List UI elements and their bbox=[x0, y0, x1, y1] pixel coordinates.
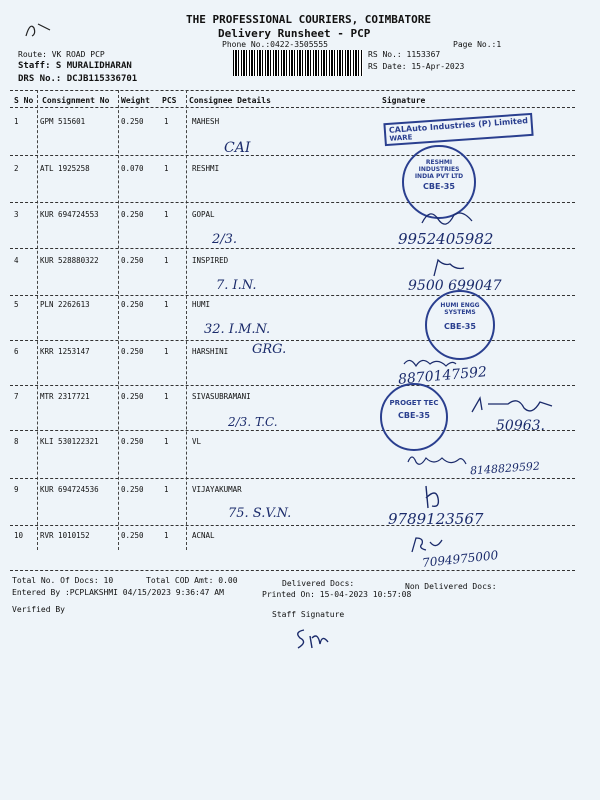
row-consignment: KUR 528880322 bbox=[40, 256, 99, 265]
row-weight: 0.250 bbox=[121, 531, 144, 540]
row-weight: 0.070 bbox=[121, 164, 144, 173]
non-delivered-docs: Non Delivered Docs: bbox=[405, 582, 497, 591]
handwritten-phone: 8870147592 bbox=[397, 364, 488, 388]
row-pcs: 1 bbox=[164, 437, 169, 446]
col-consignee: Consignee Details bbox=[189, 96, 271, 105]
row-sno: 3 bbox=[14, 210, 19, 219]
printed-on: Printed On: 15-04-2023 10:57:08 bbox=[262, 590, 412, 599]
row-weight: 0.250 bbox=[121, 392, 144, 401]
col-pcs: PCS bbox=[162, 96, 177, 105]
handwritten-phone: 50963. bbox=[496, 418, 545, 434]
row-sno: 7 bbox=[14, 392, 19, 401]
row-consignment: KUR 694724536 bbox=[40, 485, 99, 494]
row-consignee: GOPAL bbox=[192, 210, 215, 219]
row-pcs: 1 bbox=[164, 256, 169, 265]
col-signature: Signature bbox=[382, 96, 426, 105]
row-sno: 9 bbox=[14, 485, 19, 494]
row-pcs: 1 bbox=[164, 210, 169, 219]
column-separator bbox=[118, 90, 119, 550]
corner-mark-icon bbox=[22, 18, 52, 40]
handwritten-address: 75. S.V.N. bbox=[228, 506, 292, 521]
col-sno: S No bbox=[14, 96, 34, 105]
divider bbox=[10, 155, 575, 156]
divider bbox=[10, 202, 575, 203]
divider bbox=[10, 525, 575, 526]
signature-scribble bbox=[430, 256, 470, 280]
barcode bbox=[233, 50, 363, 76]
stamp-text: HUMI ENGG SYSTEMS bbox=[440, 302, 480, 316]
stamp-text: CALAuto Industries (P) Limited bbox=[388, 116, 529, 135]
row-sno: 1 bbox=[14, 117, 19, 126]
phone-number: Phone No.:0422-3505555 bbox=[222, 40, 328, 49]
row-pcs: 1 bbox=[164, 117, 169, 126]
row-weight: 0.250 bbox=[121, 347, 144, 356]
row-consignee: VL bbox=[192, 437, 202, 446]
delivered-docs: Delivered Docs: bbox=[282, 579, 355, 588]
stamp-text: CBE-35 bbox=[423, 182, 455, 191]
handwritten-phone: 7094975000 bbox=[421, 548, 499, 570]
handwritten-address: 32. I.M.N. bbox=[204, 322, 271, 337]
row-consignment: MTR 2317721 bbox=[40, 392, 90, 401]
row-consignment: ATL 1925258 bbox=[40, 164, 90, 173]
stamp-text: CBE-35 bbox=[444, 322, 476, 331]
divider bbox=[10, 248, 575, 249]
divider bbox=[10, 107, 575, 108]
row-consignment: RVR 1010152 bbox=[40, 531, 90, 540]
row-sno: 10 bbox=[14, 531, 24, 540]
page-number: Page No.:1 bbox=[453, 40, 502, 49]
row-weight: 0.250 bbox=[121, 256, 144, 265]
handwritten-phone: 9500 699047 bbox=[408, 278, 502, 294]
row-weight: 0.250 bbox=[121, 117, 144, 126]
row-weight: 0.250 bbox=[121, 300, 144, 309]
divider bbox=[10, 295, 575, 296]
stamp-text: CBE-35 bbox=[398, 411, 430, 420]
row-consignee: HARSHINI bbox=[192, 347, 229, 356]
signature-scribble bbox=[408, 534, 448, 556]
company-name: THE PROFESSIONAL COURIERS, COIMBATORE bbox=[186, 13, 432, 26]
row-consignee: INSPIRED bbox=[192, 256, 229, 265]
signature-scribble bbox=[404, 448, 470, 472]
runsheet-title: Delivery Runsheet - PCP bbox=[218, 27, 371, 40]
row-consignee: ACNAL bbox=[192, 531, 215, 540]
stamp-text: RESHMI INDUSTRIES INDIA PVT LTD bbox=[414, 159, 464, 180]
rs-number: RS No.: 1153367 bbox=[368, 50, 441, 59]
entered-by: Entered By :PCPLAKSHMI 04/15/2023 9:36:47 AM bbox=[12, 588, 224, 597]
handwritten-address: CAI bbox=[224, 140, 251, 156]
signature-scribble bbox=[418, 482, 448, 512]
row-pcs: 1 bbox=[164, 392, 169, 401]
staff-signature-scribble bbox=[290, 624, 334, 654]
company-stamp bbox=[383, 113, 534, 146]
row-pcs: 1 bbox=[164, 347, 169, 356]
row-pcs: 1 bbox=[164, 300, 169, 309]
total-docs: Total No. Of Docs: 10 bbox=[12, 576, 114, 585]
row-sno: 4 bbox=[14, 256, 19, 265]
handwritten-address: 2/3. bbox=[212, 232, 238, 247]
row-consignment: GPM 515601 bbox=[40, 117, 86, 126]
signature-scribble bbox=[400, 352, 460, 374]
row-weight: 0.250 bbox=[121, 485, 144, 494]
handwritten-address: 2/3. T.C. bbox=[228, 415, 278, 429]
divider bbox=[10, 478, 575, 479]
row-sno: 5 bbox=[14, 300, 19, 309]
handwritten-address: 7. I.N. bbox=[216, 278, 257, 293]
row-consignee: RESHMI bbox=[192, 164, 220, 173]
row-consignee: VIJAYAKUMAR bbox=[192, 485, 242, 494]
row-consignee: MAHESH bbox=[192, 117, 220, 126]
row-sno: 6 bbox=[14, 347, 19, 356]
signature-scribble bbox=[468, 392, 558, 420]
row-consignment: KUR 694724553 bbox=[40, 210, 99, 219]
row-consignee: HUMI bbox=[192, 300, 211, 309]
handwritten-phone: 9952405982 bbox=[398, 230, 494, 248]
row-consignment: KLI 530122321 bbox=[40, 437, 99, 446]
handwritten-phone: 9789123567 bbox=[388, 510, 484, 528]
row-weight: 0.250 bbox=[121, 437, 144, 446]
verified-by: Verified By bbox=[12, 605, 65, 614]
col-consignment: Consignment No bbox=[42, 96, 110, 105]
column-separator bbox=[37, 90, 38, 550]
signature-scribble bbox=[418, 205, 478, 231]
row-consignment: PLN 2262613 bbox=[40, 300, 90, 309]
col-weight: Weight bbox=[121, 96, 150, 105]
staff-signature-label: Staff Signature bbox=[272, 610, 345, 619]
staff-name: Staff: S MURALIDHARAN bbox=[18, 61, 132, 71]
total-cod: Total COD Amt: 0.00 bbox=[146, 576, 238, 585]
row-consignee: SIVASUBRAMANI bbox=[192, 392, 251, 401]
row-consignment: KRR 1253147 bbox=[40, 347, 90, 356]
handwritten-phone: 8148829592 bbox=[469, 459, 541, 478]
row-pcs: 1 bbox=[164, 485, 169, 494]
row-sno: 8 bbox=[14, 437, 19, 446]
round-stamp-humi bbox=[425, 290, 495, 360]
rs-date: RS Date: 15-Apr-2023 bbox=[368, 62, 465, 71]
divider bbox=[10, 430, 575, 431]
divider bbox=[10, 385, 575, 386]
row-weight: 0.250 bbox=[121, 210, 144, 219]
divider bbox=[10, 570, 575, 571]
route: Route: VK ROAD PCP bbox=[18, 50, 105, 59]
row-sno: 2 bbox=[14, 164, 19, 173]
column-separator bbox=[186, 90, 187, 550]
drs-number: DRS No.: DCJB115336701 bbox=[18, 74, 138, 84]
row-pcs: 1 bbox=[164, 531, 169, 540]
divider bbox=[10, 90, 575, 91]
handwritten-note: GRG. bbox=[252, 342, 287, 357]
round-stamp-proget bbox=[380, 383, 448, 451]
row-pcs: 1 bbox=[164, 164, 169, 173]
stamp-text: WARE bbox=[389, 133, 413, 143]
stamp-text: PROGET TEC bbox=[389, 399, 439, 407]
